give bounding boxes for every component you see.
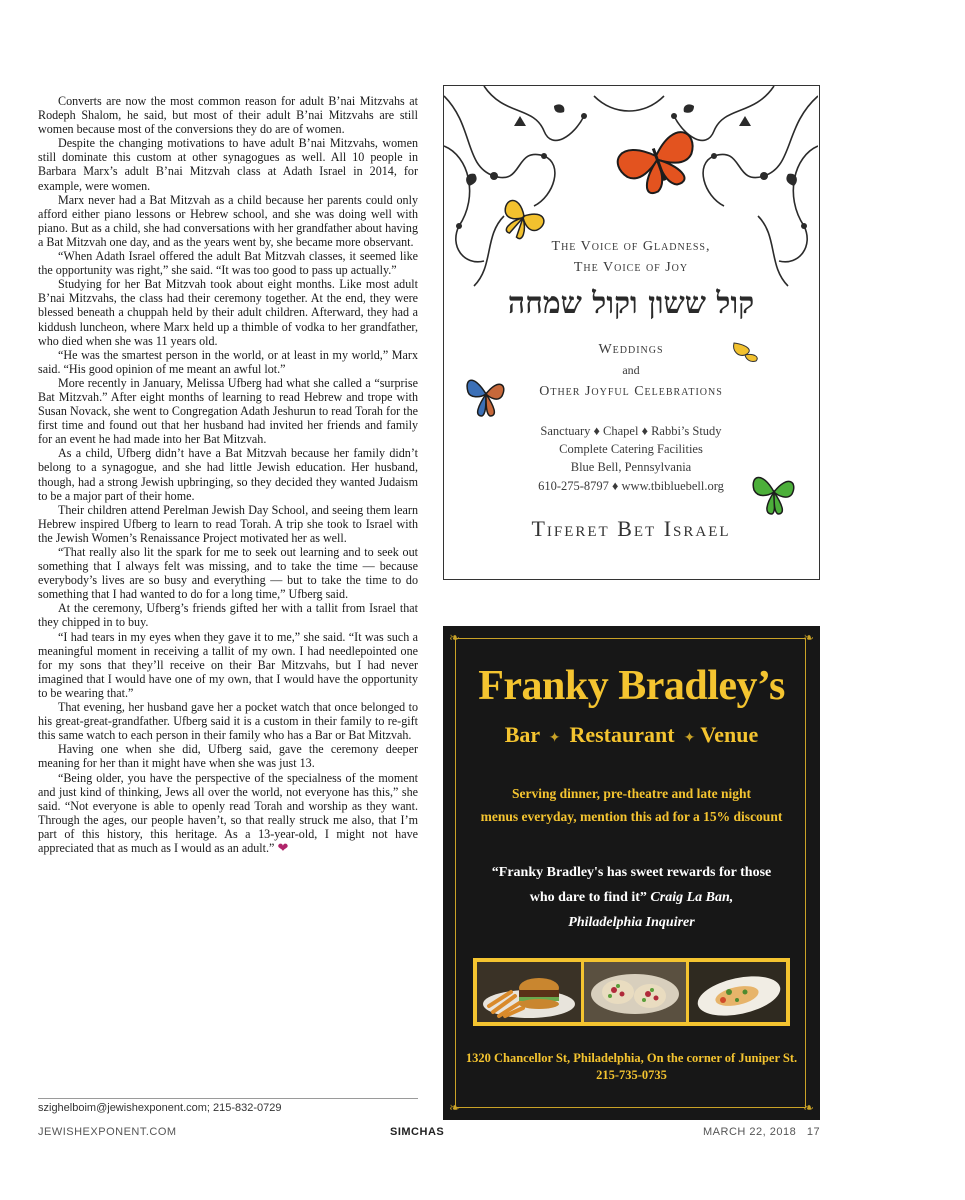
article-paragraph: Marx never had a Bat Mitzvah as a child because her parents could only afford either piano lessons or Hebrew school, and she was doing well with piano. But as a child, she had conversations with her grandfather about having a Bat Mitzvah one day, and as the years went by, she became more observant. (38, 192, 418, 249)
heart-icon: ❤ (277, 839, 289, 855)
article-paragraph: Studying for her Bat Mitzvah took about eight months. Like most adult B’nai Mitzvahs, the class had their ceremony together. At the end, they were blessed beneath a chuppah held by their adult children. Afterward, they had a kiddush luncheon, where Marx held up a thimble of vodka to her grandfather, who died when she was 11 years old. (38, 277, 418, 348)
corner-ornament-icon: ❧ (803, 1100, 814, 1115)
footer-date-page: MARCH 22, 2018 17 (703, 1126, 821, 1138)
tbi-weddings: Weddings (598, 342, 664, 357)
tbi-facility-line: Sanctuary ♦ Chapel ♦ Rabbi’s Study (540, 424, 722, 438)
quote-source (443, 910, 820, 935)
article-paragraph: Converts are now the most common reason for adult B’nai Mitzvahs at Rodeph Shalom, he said, but most of their adult B’nai Mitzvahs are still women because most of the conversions they do are of women. (38, 94, 418, 137)
article-paragraph: “I had tears in my eyes when they gave it to me,” she said. “It was such a meaningful moment in receiving a tallit of my own. I had needlepointed one for my sons that they’ll receive on their Bar Mitzvahs, but I had never imagined that I would have one of my own, that I would have the opportunity to be wearing that.” (38, 629, 418, 700)
quote-line-2 (443, 885, 820, 910)
article-paragraph: “He was the smartest person in the world, or at least in my world,” Marx said. “His good opinion of me meant an awful lot.” (38, 347, 418, 376)
tbi-facility-line: Complete Catering Facilities (559, 442, 703, 456)
article-paragraph: That evening, her husband gave her a pocket watch that once belonged to his great-great-grandfather. Ufberg said it is a custom in their family to re-gift this same watch to each person in their family who has a Bar or Bat Mitzvah. (38, 700, 418, 743)
food-photo-strip (473, 958, 790, 1026)
corner-ornament-icon: ❧ (803, 630, 814, 645)
tiferet-bet-israel-ad (443, 85, 820, 580)
article-paragraph: “When Adath Israel offered the adult Bat Mitzvah classes, it seemed like the opportunity was right,” she said. “It was too good to pass up actually.” (38, 249, 418, 278)
tbi-phone-website[interactable]: 610-275-8797 ♦ www.tbibluebell.org (538, 479, 724, 493)
restaurant-address (443, 1050, 820, 1084)
restaurant-phone[interactable]: 215-735-0735 (596, 1068, 667, 1082)
article-body (38, 94, 418, 855)
tbi-location: Blue Bell, Pennsylvania (570, 460, 692, 474)
tacos-photo (584, 962, 686, 1022)
article-paragraph: More recently in January, Melissa Ufberg had what she called a “surprise Bat Mitzvah.” After eight months of learning to read Hebrew and trope with Susan Novack, she went to Congregation Adath Jeshurun to read Torah for the first time and found out that her husband had invited her friends and family for an event he had made into her Bat Mitzvah. (38, 375, 418, 447)
offer-line-2: menus everyday, mention this ad for a 15% discount (480, 809, 783, 824)
offer-line-1: Serving dinner, pre-theatre and late night (511, 786, 751, 801)
floral-swirl-ornament (444, 86, 818, 316)
tagline-restaurant: Restaurant (569, 722, 675, 747)
article-paragraph: Their children attend Perelman Jewish Day School, and seeing them learn Hebrew inspired Ufberg to learn to read Torah. A trip she took to Israel with the Jewish Women’s Renaissance Project motivated her as well. (38, 502, 418, 545)
quote-author: Craig La Ban, (650, 890, 734, 905)
restaurant-tagline (443, 722, 820, 748)
tagline-separator-icon: ✦ (680, 731, 696, 746)
quote-line-1: “Franky Bradley's has sweet rewards for those (491, 865, 772, 880)
tbi-voice-line-2: The Voice of Joy (573, 260, 689, 275)
article-paragraph: Having one when she did, Ufberg said, gave the ceremony deeper meaning for her than it might have when she was just 13. (38, 742, 418, 771)
restaurant-name: Franky Bradley’s (478, 663, 785, 709)
quote-source-name: Philadelphia Inquirer (568, 915, 695, 930)
footer-section: SIMCHAS (390, 1126, 445, 1138)
tbi-and: and (622, 363, 640, 377)
tagline-venue: Venue (700, 722, 759, 747)
corner-ornament-icon: ❧ (449, 630, 460, 645)
yellow-butterfly-icon (728, 341, 762, 365)
franky-bradleys-ad (443, 626, 820, 1120)
footer-site: JEWISHEXPONENT.COM (38, 1126, 177, 1138)
corner-ornament-icon: ❧ (449, 1100, 460, 1115)
article-paragraph-last (38, 771, 418, 856)
article-paragraph: As a child, Ufberg didn’t have a Bat Mitzvah because her family didn’t belong to a synagogue, and she had little Jewish education. Her husband, though, had a strong Jewish upbringing, so they decided they wanted Judaism to be a major part of their home. (38, 446, 418, 503)
author-contact: szighelboim@jewishexponent.com; 215-832-0729 (38, 1102, 282, 1114)
tbi-other-celebrations: Other Joyful Celebrations (539, 384, 723, 399)
tbi-hebrew-verse: קול ששון וקול שמחה (507, 286, 755, 321)
tbi-voice-heading (444, 236, 818, 278)
review-quote (443, 860, 820, 935)
article-paragraph: At the ceremony, Ufberg’s friends gifted her with a tallit from Israel that they chipped in to buy. (38, 601, 418, 630)
tagline-separator-icon: ✦ (545, 731, 564, 746)
tbi-voice-line-1: The Voice of Gladness, (551, 239, 711, 254)
tagline-bar: Bar (504, 722, 540, 747)
contact-divider (38, 1098, 418, 1099)
address-line: 1320 Chancellor St, Philadelphia, On the corner of Juniper St. (465, 1051, 798, 1065)
quote-text: who dare to find it” (529, 890, 647, 905)
burger-fries-photo (477, 962, 581, 1022)
blue-butterfly-icon (464, 372, 510, 420)
green-butterfly-icon (748, 466, 800, 518)
article-paragraph-text: “Being older, you have the perspective of the specialness of the moment and just kind of thinking, Jews all over the world, not everyone has this,” she said. “Not everyone is able to openly read Torah and worship as they want. Through the ages, our people haven’t, so that really struck me also, that I’m part of this history, this heritage. As a 13-year-old, I might not have appreciated that as much as I would as an adult.” (38, 770, 418, 855)
fish-dish-photo (689, 962, 786, 1022)
article-paragraph: Despite the changing motivations to have adult B’nai Mitzvahs, women still dominate this custom at other synagogues as well. All 10 people in Barbara Marx’s adult B’nai Mitzvah class at Adath Israel in 2014, for example, were women. (38, 136, 418, 193)
tbi-synagogue-name: Tiferet Bet Israel (531, 516, 731, 541)
offer-text (443, 782, 820, 828)
article-paragraph: “That really also lit the spark for me to seek out learning and to seek out something that I always felt was missing, and to take the time — because everybody’s lives are so busy and everything — but to take the time to do something that I had wanted to do for a long time,” Ufberg said. (38, 545, 418, 602)
